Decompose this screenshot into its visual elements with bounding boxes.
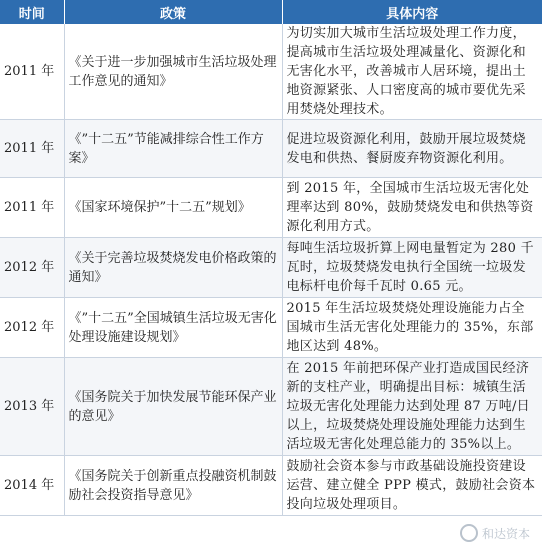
year-cell: 2012 年 xyxy=(0,298,64,358)
watermark-logo-icon xyxy=(460,524,478,542)
content-cell: 每吨生活垃圾折算上网电量暂定为 280 千瓦时，垃圾焚烧发电执行全国统一垃圾发电标杆电价每千瓦时 0.65 元。 xyxy=(282,238,542,298)
content-cell: 为切实加大城市生活垃圾处理工作力度，提高城市生活垃圾处理减量化、资源化和无害化水平，改善城市人居环境，提出土地资源紧张、人口密度高的城市要优先采用焚烧处理技术。 xyxy=(282,24,542,120)
content-cell: 2015 年生活垃圾焚烧处理设施能力占全国城市生活无害化处理能力的 35%，东部地区达到 48%。 xyxy=(282,298,542,358)
table-row xyxy=(0,456,542,516)
watermark xyxy=(460,524,530,542)
year-cell: 2013 年 xyxy=(0,358,64,456)
table-header-row xyxy=(0,0,542,24)
policy-cell: 《国务院关于创新重点投融资机制鼓励社会投资指导意见》 xyxy=(64,456,282,516)
year-cell: 2011 年 xyxy=(0,178,64,238)
table-row xyxy=(0,358,542,456)
policy-cell: 《国家环境保护”十二五”规划》 xyxy=(64,178,282,238)
table-row xyxy=(0,120,542,178)
policy-cell: 《”十二五”节能减排综合性工作方案》 xyxy=(64,120,282,178)
content-cell: 在 2015 年前把环保产业打造成国民经济新的支柱产业，明确提出目标：城镇生活垃圾无害化处理能力达到处理 87 万吨/日以上，垃圾焚烧处理设施处理能力达到生活垃圾无害化处理总能力的 35%以上。 xyxy=(282,358,542,456)
table-row xyxy=(0,24,542,120)
year-cell: 2014 年 xyxy=(0,456,64,516)
watermark-text: 和达资本 xyxy=(481,526,530,541)
header-content: 具体内容 xyxy=(282,0,542,24)
policy-cell: 《”十二五”全国城镇生活垃圾无害化处理设施建设规划》 xyxy=(64,298,282,358)
year-cell: 2012 年 xyxy=(0,238,64,298)
header-policy: 政策 xyxy=(64,0,282,24)
header-year: 时间 xyxy=(0,0,64,24)
table-row xyxy=(0,298,542,358)
policy-cell: 《关于进一步加强城市生活垃圾处理工作意见的通知》 xyxy=(64,24,282,120)
year-cell: 2011 年 xyxy=(0,24,64,120)
content-cell: 到 2015 年，全国城市生活垃圾无害化处理率达到 80%，鼓励焚烧发电和供热等资源化利用方式。 xyxy=(282,178,542,238)
table-row xyxy=(0,178,542,238)
content-cell: 促进垃圾资源化利用，鼓励开展垃圾焚烧发电和供热、餐厨废弃物资源化利用。 xyxy=(282,120,542,178)
year-cell: 2011 年 xyxy=(0,120,64,178)
policy-cell: 《关于完善垃圾焚烧发电价格政策的通知》 xyxy=(64,238,282,298)
policy-cell: 《国务院关于加快发展节能环保产业的意见》 xyxy=(64,358,282,456)
content-cell: 鼓励社会资本参与市政基础设施投资建设运营、建立健全 PPP 模式，鼓励社会资本投向垃圾处理项目。 xyxy=(282,456,542,516)
table-row xyxy=(0,238,542,298)
